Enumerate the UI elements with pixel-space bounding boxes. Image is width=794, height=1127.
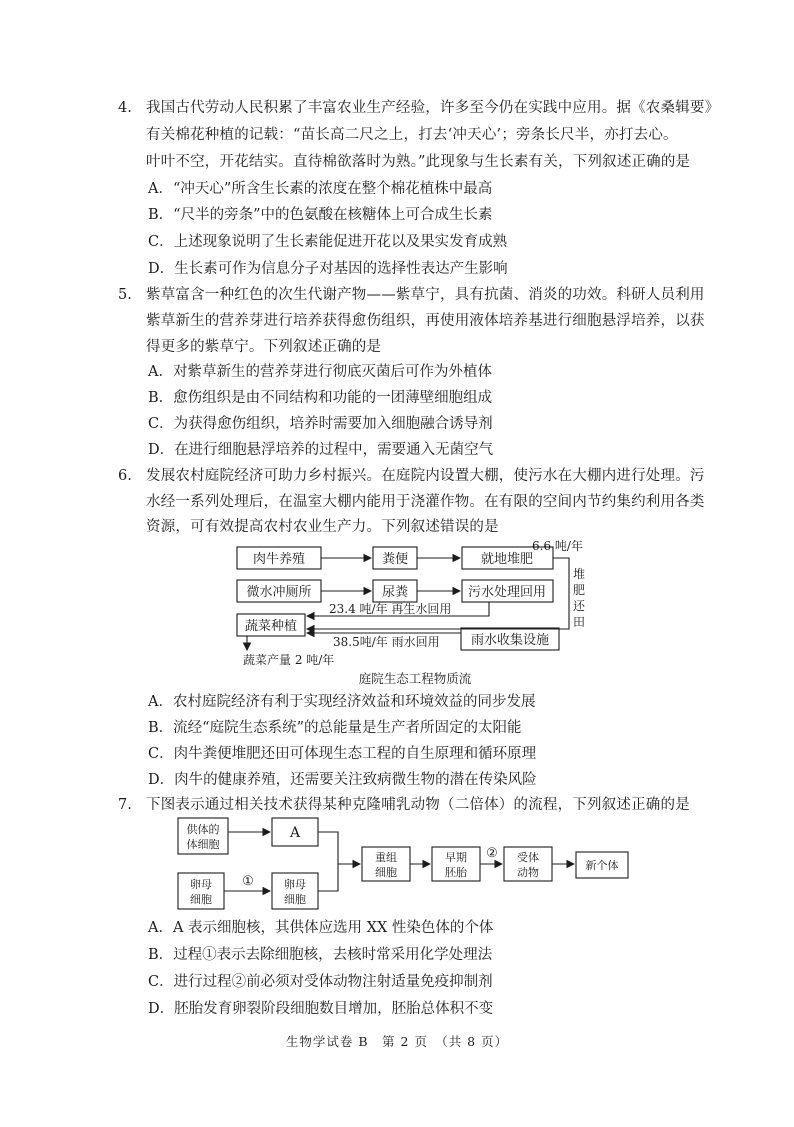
q7-option-a[interactable]: A．A 表示细胞核，其供体应选用 XX 性染色体的个体 xyxy=(148,920,494,936)
q5-option-b[interactable]: B．愈伤组织是由不同结构和功能的一团薄壁细胞组成 xyxy=(148,390,493,406)
q6-stem-line-1: 发展农村庭院经济可助力乡村振兴。在庭院内设置大棚，使污水在大棚内进行处理。污 xyxy=(146,468,705,484)
q4-option-c[interactable]: C．上述现象说明了生长素能促进开花以及果实发育成熟 xyxy=(148,234,508,250)
q6-stem-line-2: 水经一系列处理后，在温室大棚内能用于浇灌作物。在有限的空间内节约集约利用各类 xyxy=(146,494,705,510)
q6-number: 6. xyxy=(118,468,132,484)
donor-line-2: 体细胞 xyxy=(186,838,220,851)
q5-stem-line-1: 紫草富含一种红色的次生代谢产物——紫草宁，具有抗菌、消炎的功效。科研人员利用 xyxy=(146,287,705,303)
donor-line-1: 供体的 xyxy=(186,823,220,836)
recycled-water-label: 23.4 吨/年 再生水回用 xyxy=(329,602,452,616)
q7-option-b[interactable]: B．过程①表示去除细胞核，去核时常采用化学处理法 xyxy=(148,947,493,963)
courtyard-ecology-diagram xyxy=(225,540,605,690)
label-sewage: 污水处理回用 xyxy=(467,585,547,600)
label-rain-collect: 雨水收集设施 xyxy=(470,633,550,648)
q6-option-d[interactable]: D．肉牛的健康养殖，还需要关注致病微生物的潜在传染风险 xyxy=(148,772,537,788)
q7-option-d[interactable]: D．胚胎发育卵裂阶段细胞数目增加，胚胎总体积不变 xyxy=(148,1001,494,1017)
recon-line-2: 细胞 xyxy=(375,866,397,879)
q5-number: 5. xyxy=(118,287,132,303)
recon-line-1: 重组 xyxy=(375,851,397,864)
q6-option-a[interactable]: A．农村庭院经济有利于实现经济效益和环境效益的同步发展 xyxy=(148,694,536,710)
oocyte-line-1: 卵母 xyxy=(190,878,212,891)
q6-option-c[interactable]: C．肉牛粪便堆肥还田可体现生态工程的自生原理和循环原理 xyxy=(148,746,537,762)
recipient-line-1: 受体 xyxy=(517,851,539,864)
compost-rate-label: 6.6 吨/年 xyxy=(532,540,583,553)
label-urine: 尿粪 xyxy=(381,585,409,600)
label-cattle: 肉牛养殖 xyxy=(252,552,306,567)
q4-stem-line-2: 有关棉花种植的记载：“苗长高二尺之上，打去‘冲天心’；旁条长尺半，亦打去心。 xyxy=(146,127,678,143)
label-manure: 粪便 xyxy=(381,552,409,567)
q7-stem-line-1: 下图表示通过相关技术获得某种克隆哺乳动物（二倍体）的流程，下列叙述正确的是 xyxy=(146,797,690,813)
yield-label: 蔬菜产量 2 吨/年 xyxy=(243,653,335,667)
return-char-3: 还 xyxy=(573,599,586,613)
cloning-flow-diagram xyxy=(172,815,642,915)
oocyte-line-2: 细胞 xyxy=(190,893,212,906)
q4-option-d[interactable]: D．生长素可作为信息分子对基因的选择性表达产生影响 xyxy=(148,261,508,277)
return-char-2: 肥 xyxy=(573,583,586,597)
return-char-1: 堆 xyxy=(573,567,586,581)
a-label: A xyxy=(289,825,301,841)
q6-option-b[interactable]: B．流经“庭院生态系统”的总能量是生产者所固定的太阳能 xyxy=(148,720,522,736)
recipient-line-2: 动物 xyxy=(517,866,539,879)
embryo-line-2: 胚胎 xyxy=(445,866,467,879)
label-vegetables: 蔬菜种植 xyxy=(244,619,298,634)
step-2-label: ② xyxy=(486,846,498,861)
label-toilet: 微水冲厕所 xyxy=(246,585,312,600)
label-compost: 就地堆肥 xyxy=(480,552,534,567)
newborn-label: 新个体 xyxy=(585,859,619,872)
oocyte2-line-2: 细胞 xyxy=(284,893,306,906)
q4-number: 4. xyxy=(118,100,132,116)
q5-stem-line-2: 紫草新生的营养芽进行培养获得愈伤组织，再使用液体培养基进行细胞悬浮培养，以获 xyxy=(146,313,705,329)
q7-option-c[interactable]: C．进行过程②前必须对受体动物注射适量免疫抑制剂 xyxy=(148,974,493,990)
q4-stem-line-1: 我国古代劳动人民积累了丰富农业生产经验，许多至今仍在实践中应用。据《农桑辑要》 xyxy=(146,100,720,116)
q5-stem-line-3: 得更多的紫草宁。下列叙述正确的是 xyxy=(146,339,382,355)
q4-option-a[interactable]: A．“冲天心”所含生长素的浓度在整个棉花植株中最高 xyxy=(148,181,493,197)
q4-option-b[interactable]: B．“尺半的旁条”中的色氨酸在核糖体上可合成生长素 xyxy=(148,207,493,223)
q5-option-d[interactable]: D．在进行细胞悬浮培养的过程中，需要通入无菌空气 xyxy=(148,442,494,458)
q5-option-c[interactable]: C．为获得愈伤组织，培养时需要加入细胞融合诱导剂 xyxy=(148,416,493,432)
diagram-caption: 庭院生态工程物质流 xyxy=(358,671,472,686)
embryo-line-1: 早期 xyxy=(445,851,467,864)
rain-reuse-label: 38.5吨/年 雨水回用 xyxy=(333,635,440,649)
q4-stem-line-3: 叶叶不空，开花结实。直待棉欲落时为熟。”此现象与生长素有关，下列叙述正确的是 xyxy=(146,154,691,170)
oocyte2-line-1: 卵母 xyxy=(284,878,306,891)
page-footer: 生物学试卷 B 第 2 页 （共 8 页） xyxy=(285,1034,509,1049)
step-1-label: ① xyxy=(242,874,254,889)
q5-option-a[interactable]: A．对紫草新生的营养芽进行彻底灭菌后可作为外植体 xyxy=(148,364,492,380)
q7-number: 7. xyxy=(118,797,132,813)
q6-stem-line-3: 资源，可有效提高农村农业生产力。下列叙述错误的是 xyxy=(146,519,499,535)
return-char-4: 田 xyxy=(573,615,586,629)
